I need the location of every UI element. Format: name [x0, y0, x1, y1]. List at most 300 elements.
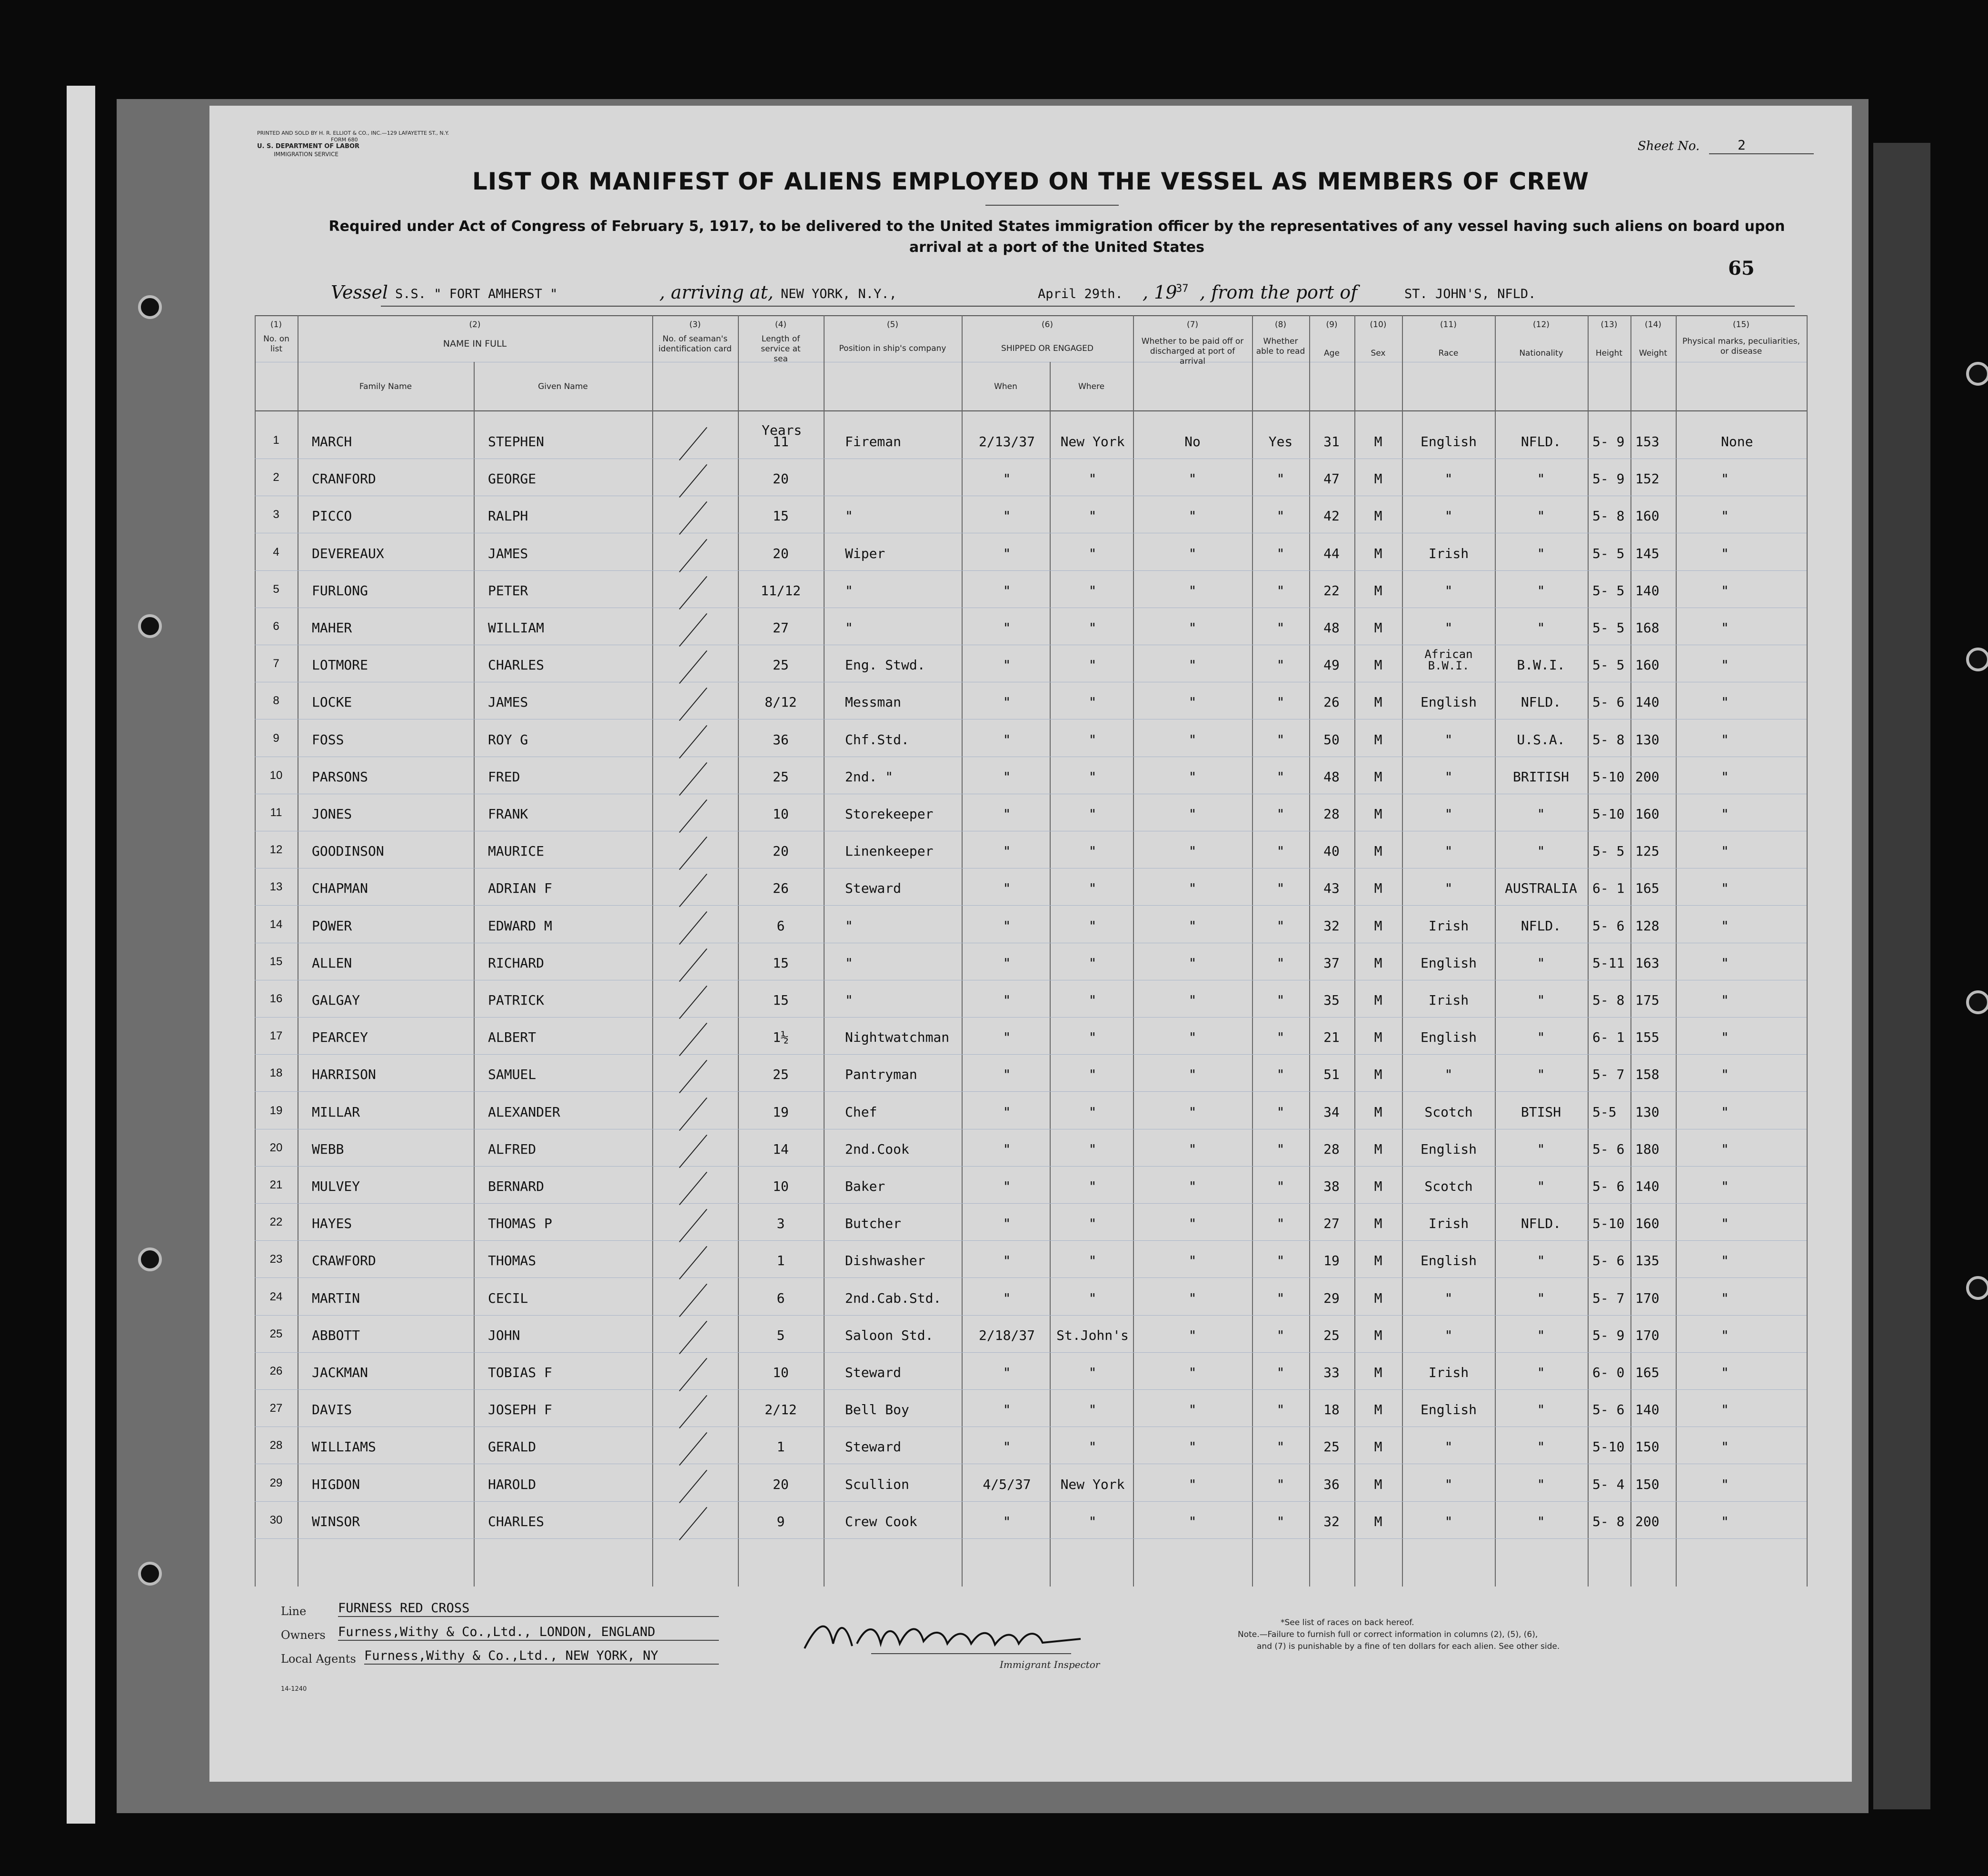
row-14-n: 14	[269, 918, 283, 931]
row-22-race: Irish	[1428, 1216, 1469, 1232]
row-14-wt: 128	[1635, 918, 1660, 934]
row-19-ht: 5-5	[1592, 1104, 1617, 1120]
row-28-when: "	[1003, 1439, 1011, 1455]
row-29-pos: Scullion	[845, 1476, 909, 1492]
row-25-pos: Saloon Std.	[845, 1327, 934, 1343]
row-24-n: 24	[269, 1290, 283, 1303]
row-3-svc: 15	[773, 508, 789, 524]
row-19-age: 34	[1323, 1104, 1340, 1120]
row-23-read: "	[1276, 1253, 1285, 1269]
row-22-svc: 3	[776, 1216, 785, 1232]
row-11-marks: "	[1721, 806, 1729, 822]
row-12-paid: "	[1188, 843, 1197, 859]
row-7-sex: M	[1374, 657, 1382, 673]
agents-value: Furness,Withy & Co.,Ltd., NEW YORK, NY	[364, 1648, 658, 1663]
row-4-sex: M	[1374, 545, 1382, 561]
row-19-paid: "	[1188, 1104, 1197, 1120]
id-card-checkmark	[679, 1469, 707, 1503]
col9-header: Age	[1324, 349, 1340, 358]
row-8-ht: 5- 6	[1592, 694, 1625, 710]
row-19-n: 19	[269, 1104, 283, 1117]
row-18-paid: "	[1188, 1067, 1197, 1083]
id-card-checkmark	[679, 986, 707, 1019]
from-port: ST. JOHN'S, NFLD.	[1404, 287, 1536, 301]
signature-line	[871, 1653, 1071, 1654]
row-26-n: 26	[269, 1365, 283, 1377]
row-8-marks: "	[1721, 694, 1729, 710]
row-20-marks: "	[1721, 1141, 1729, 1157]
row-2-when: "	[1003, 471, 1011, 487]
col4-number: (4)	[775, 320, 787, 329]
row-15-wt: 163	[1635, 955, 1660, 971]
row-15-family: ALLEN	[312, 955, 352, 971]
binder-hole	[1966, 648, 1988, 671]
row-3-age: 42	[1323, 508, 1340, 524]
row-25-race: "	[1444, 1327, 1453, 1343]
row-20-where: "	[1088, 1141, 1097, 1157]
row-26-paid: "	[1188, 1365, 1197, 1380]
row-7-marks: "	[1721, 657, 1729, 673]
row-9-pos: Chf.Std.	[845, 731, 909, 748]
col10-number: (10)	[1370, 320, 1387, 329]
col2-header: NAME IN FULL	[443, 339, 507, 349]
row-20-family: WEBB	[312, 1141, 344, 1157]
row-12-sex: M	[1374, 843, 1382, 859]
row-20-wt: 180	[1635, 1141, 1660, 1157]
row-25-when: 2/18/37	[978, 1327, 1035, 1343]
row-18-race: "	[1444, 1067, 1453, 1083]
row-1-age: 31	[1323, 434, 1340, 449]
row-16-where: "	[1088, 992, 1097, 1008]
row-10-age: 48	[1323, 768, 1340, 785]
row-14-when: "	[1003, 918, 1011, 934]
row-29-where: New York	[1060, 1476, 1125, 1492]
row-3-wt: 160	[1635, 508, 1660, 524]
col5-header: Position in ship's company	[839, 344, 946, 353]
line-underline	[338, 1616, 719, 1617]
row-19-wt: 130	[1635, 1104, 1660, 1120]
row-28-where: "	[1088, 1439, 1097, 1455]
row-22-wt: 160	[1635, 1216, 1660, 1232]
row-17-n: 17	[269, 1029, 283, 1043]
row-16-age: 35	[1323, 992, 1340, 1008]
row-9-race: "	[1444, 731, 1453, 748]
row-13-family: CHAPMAN	[312, 880, 368, 897]
row-26-read: "	[1276, 1365, 1285, 1380]
row-17-svc: 1½	[773, 1029, 789, 1046]
row-6-given: WILLIAM	[488, 620, 545, 636]
row-6-n: 6	[273, 620, 279, 633]
row-10-read: "	[1276, 768, 1285, 785]
row-13-race: "	[1444, 880, 1453, 897]
row-26-race: Irish	[1428, 1365, 1469, 1380]
row-5-race: "	[1444, 582, 1453, 599]
col13-number: (13)	[1600, 320, 1618, 329]
row-14-svc: 6	[776, 918, 785, 934]
row-27-svc: 2/12	[765, 1402, 797, 1418]
row-21-when: "	[1003, 1178, 1011, 1194]
title-rule	[985, 205, 1119, 206]
row-18-n: 18	[269, 1067, 283, 1080]
row-23-family: CRAWFORD	[312, 1253, 376, 1269]
row-8-svc: 8/12	[765, 694, 797, 710]
id-card-checkmark	[679, 539, 707, 572]
row-25-sex: M	[1374, 1327, 1382, 1343]
row-2-n: 2	[273, 471, 279, 484]
row-17-sex: M	[1374, 1029, 1382, 1046]
row-18-sex: M	[1374, 1067, 1382, 1083]
row-7-when: "	[1003, 657, 1011, 673]
row-2-age: 47	[1323, 471, 1340, 487]
row-26-pos: Steward	[845, 1365, 902, 1380]
row-29-read: "	[1276, 1476, 1285, 1492]
row-8-family: LOCKE	[312, 694, 352, 710]
row-6-svc: 27	[773, 620, 789, 636]
row-10-wt: 200	[1635, 768, 1660, 785]
form-number: FORM 680	[331, 137, 358, 143]
row-21-family: MULVEY	[312, 1178, 360, 1194]
row-18-wt: 158	[1635, 1067, 1660, 1083]
printer-line: PRINTED AND SOLD BY H. R. ELLIOT & CO., INC.—129 LAFAYETTE ST., N.Y.	[257, 130, 449, 136]
row-11-wt: 160	[1635, 806, 1660, 822]
row-14-nat: NFLD.	[1521, 918, 1561, 934]
row-17-ht: 6- 1	[1592, 1029, 1625, 1046]
row-14-read: "	[1276, 918, 1285, 934]
row-17-family: PEARCEY	[312, 1029, 368, 1046]
row-25-paid: "	[1188, 1327, 1197, 1343]
row-12-given: MAURICE	[488, 843, 545, 859]
id-card-checkmark	[679, 576, 707, 609]
row-25-read: "	[1276, 1327, 1285, 1343]
row-15-n: 15	[269, 955, 283, 968]
row-17-marks: "	[1721, 1029, 1729, 1046]
row-27-age: 18	[1323, 1402, 1340, 1418]
row-24-read: "	[1276, 1290, 1285, 1306]
row-12-marks: "	[1721, 843, 1729, 859]
row-21-nat: "	[1537, 1178, 1545, 1194]
row-2-where: "	[1088, 471, 1097, 487]
row-30-ht: 5- 8	[1592, 1513, 1625, 1529]
row-21-ht: 5- 6	[1592, 1178, 1625, 1194]
row-1-sex: M	[1374, 434, 1382, 449]
row-8-given: JAMES	[488, 694, 528, 710]
row-5-svc: 11/12	[760, 582, 801, 599]
row-28-race: "	[1444, 1439, 1453, 1455]
row-24-nat: "	[1537, 1290, 1545, 1306]
col15-header: Physical marks, peculiarities, or disease	[1682, 337, 1800, 356]
row-5-n: 5	[273, 582, 279, 596]
row-11-given: FRANK	[488, 806, 528, 822]
row-19-nat: BTISH	[1521, 1104, 1561, 1120]
row-14-family: POWER	[312, 918, 352, 934]
row-11-svc: 10	[773, 806, 789, 822]
row-10-sex: M	[1374, 768, 1382, 785]
row-4-when: "	[1003, 545, 1011, 561]
row-11-ht: 5-10	[1592, 806, 1625, 822]
row-9-where: "	[1088, 731, 1097, 748]
row-19-sex: M	[1374, 1104, 1382, 1120]
row-2-given: GEORGE	[488, 471, 537, 487]
row-20-ht: 5- 6	[1592, 1141, 1625, 1157]
row-27-where: "	[1088, 1402, 1097, 1418]
row-24-ht: 5- 7	[1592, 1290, 1625, 1306]
row-16-nat: "	[1537, 992, 1545, 1008]
row-21-pos: Baker	[845, 1178, 885, 1194]
col13-header: Height	[1595, 349, 1623, 358]
row-28-age: 25	[1323, 1439, 1340, 1455]
row-7-pos: Eng. Stwd.	[845, 657, 925, 673]
row-18-read: "	[1276, 1067, 1285, 1083]
row-9-when: "	[1003, 731, 1011, 748]
row-1-race: English	[1420, 434, 1477, 449]
row-2-nat: "	[1537, 471, 1545, 487]
right-shadow	[1873, 143, 1930, 1809]
row-20-age: 28	[1323, 1141, 1340, 1157]
row-25-nat: "	[1537, 1327, 1545, 1343]
row-3-when: "	[1003, 508, 1011, 524]
row-20-n: 20	[269, 1141, 283, 1154]
id-card-checkmark	[679, 427, 707, 460]
row-7-family: LOTMORE	[312, 657, 368, 673]
row-11-paid: "	[1188, 806, 1197, 822]
row-29-paid: "	[1188, 1476, 1197, 1492]
id-card-checkmark	[679, 1209, 707, 1242]
stamped-number: 65	[1728, 257, 1755, 279]
col3-number: (3)	[689, 320, 701, 329]
row-18-svc: 25	[773, 1067, 789, 1083]
row-7-nat: B.W.I.	[1517, 657, 1565, 673]
row-11-n: 11	[270, 806, 282, 819]
row-28-read: "	[1276, 1439, 1285, 1455]
row-3-n: 3	[273, 508, 279, 521]
row-2-wt: 152	[1635, 471, 1660, 487]
row-13-age: 43	[1323, 880, 1340, 897]
row-27-marks: "	[1721, 1402, 1729, 1418]
row-14-sex: M	[1374, 918, 1382, 934]
row-8-race: English	[1420, 694, 1477, 710]
row-10-paid: "	[1188, 768, 1197, 785]
row-1-pos: Fireman	[845, 434, 902, 449]
row-6-sex: M	[1374, 620, 1382, 636]
arrival-date: April 29th.	[1038, 287, 1123, 301]
row-14-marks: "	[1721, 918, 1729, 934]
row-4-family: DEVEREAUX	[312, 545, 384, 561]
row-6-ht: 5- 5	[1592, 620, 1625, 636]
row-12-race: "	[1444, 843, 1453, 859]
row-28-wt: 150	[1635, 1439, 1660, 1455]
row-22-paid: "	[1188, 1216, 1197, 1232]
row-10-where: "	[1088, 768, 1097, 785]
row-22-sex: M	[1374, 1216, 1382, 1232]
row-22-nat: NFLD.	[1521, 1216, 1561, 1232]
row-1-family: MARCH	[312, 434, 352, 449]
id-card-checkmark	[679, 501, 707, 535]
id-card-checkmark	[679, 688, 707, 721]
row-10-nat: BRITISH	[1512, 768, 1570, 785]
row-24-when: "	[1003, 1290, 1011, 1306]
row-27-pos: Bell Boy	[845, 1402, 909, 1418]
sheet-label: Sheet No.	[1638, 139, 1700, 153]
row-1-wt: 153	[1635, 434, 1660, 449]
row-25-n: 25	[269, 1327, 283, 1340]
row-14-paid: "	[1188, 918, 1197, 934]
col6-when: When	[994, 382, 1017, 391]
row-8-n: 8	[273, 694, 279, 708]
row-20-paid: "	[1188, 1141, 1197, 1157]
row-22-given: THOMAS P	[488, 1216, 552, 1232]
id-card-checkmark	[679, 1358, 707, 1391]
row-24-race: "	[1444, 1290, 1453, 1306]
row-27-paid: "	[1188, 1402, 1197, 1418]
row-26-where: "	[1088, 1365, 1097, 1380]
row-12-svc: 20	[773, 843, 789, 859]
row-1-svc: 11	[773, 434, 789, 449]
row-7-n: 7	[273, 657, 279, 670]
col7-header: Whether to be paid off or discharged at port of arrival	[1141, 337, 1244, 366]
row-1-marks: None	[1721, 434, 1753, 449]
col10-header: Sex	[1371, 349, 1386, 358]
row-16-svc: 15	[773, 992, 789, 1008]
row-4-paid: "	[1188, 545, 1197, 561]
col3-header: No. of seaman's identification card	[658, 334, 732, 354]
row-25-svc: 5	[776, 1327, 785, 1343]
col4-header: Length of service at sea	[761, 334, 801, 364]
row-3-paid: "	[1188, 508, 1197, 524]
row-16-sex: M	[1374, 992, 1382, 1008]
row-3-given: RALPH	[488, 508, 528, 524]
row-3-sex: M	[1374, 508, 1382, 524]
row-9-given: ROY G	[488, 731, 528, 748]
row-29-svc: 20	[773, 1476, 789, 1492]
row-27-ht: 5- 6	[1592, 1402, 1625, 1418]
row-20-when: "	[1003, 1141, 1011, 1157]
row-25-age: 25	[1323, 1327, 1340, 1343]
row-10-ht: 5-10	[1592, 768, 1625, 785]
row-10-when: "	[1003, 768, 1011, 785]
col8-number: (8)	[1274, 320, 1287, 329]
id-card-checkmark	[679, 725, 707, 758]
row-23-pos: Dishwasher	[845, 1253, 925, 1269]
row-6-pos: "	[845, 620, 853, 636]
row-15-sex: M	[1374, 955, 1382, 971]
row-12-family: GOODINSON	[312, 843, 384, 859]
row-5-sex: M	[1374, 582, 1382, 599]
row-11-pos: Storekeeper	[845, 806, 934, 822]
row-10-n: 10	[269, 768, 283, 782]
row-11-read: "	[1276, 806, 1285, 822]
row-18-given: SAMUEL	[488, 1067, 537, 1083]
row-29-sex: M	[1374, 1476, 1382, 1492]
row-17-age: 21	[1323, 1029, 1340, 1046]
id-card-checkmark	[679, 1246, 707, 1279]
id-card-checkmark	[679, 762, 707, 796]
row-6-wt: 168	[1635, 620, 1660, 636]
row-2-svc: 20	[773, 471, 789, 487]
row-22-age: 27	[1323, 1216, 1340, 1232]
row-5-family: FURLONG	[312, 582, 368, 599]
row-16-ht: 5- 8	[1592, 992, 1625, 1008]
row-13-n: 13	[269, 880, 283, 894]
row-16-wt: 175	[1635, 992, 1660, 1008]
row-26-given: TOBIAS F	[488, 1365, 552, 1380]
row-30-pos: Crew Cook	[845, 1513, 917, 1529]
row-13-wt: 165	[1635, 880, 1660, 897]
row-12-nat: "	[1537, 843, 1545, 859]
row-8-read: "	[1276, 694, 1285, 710]
id-card-checkmark	[679, 1023, 707, 1056]
vessel-underline	[381, 306, 1795, 307]
form-code: 14-1240	[281, 1686, 307, 1693]
row-9-marks: "	[1721, 731, 1729, 748]
row-3-nat: "	[1537, 508, 1545, 524]
row-14-ht: 5- 6	[1592, 918, 1625, 934]
row-30-given: CHARLES	[488, 1513, 545, 1529]
id-card-checkmark	[679, 1432, 707, 1466]
row-4-marks: "	[1721, 545, 1729, 561]
row-30-svc: 9	[776, 1513, 785, 1529]
row-23-marks: "	[1721, 1253, 1729, 1269]
row-25-marks: "	[1721, 1327, 1729, 1343]
row-9-svc: 36	[773, 731, 789, 748]
row-13-when: "	[1003, 880, 1011, 897]
row-22-pos: Butcher	[845, 1216, 902, 1232]
row-5-when: "	[1003, 582, 1011, 599]
row-28-ht: 5-10	[1592, 1439, 1625, 1455]
binder-hole	[138, 1562, 162, 1586]
row-28-sex: M	[1374, 1439, 1382, 1455]
col2-number: (2)	[469, 320, 481, 329]
vessel-name: S.S. " FORT AMHERST "	[395, 287, 558, 301]
row-28-family: WILLIAMS	[312, 1439, 376, 1455]
row-21-paid: "	[1188, 1178, 1197, 1194]
row-2-sex: M	[1374, 471, 1382, 487]
row-29-given: HAROLD	[488, 1476, 537, 1492]
row-7-age: 49	[1323, 657, 1340, 673]
row-29-race: "	[1444, 1476, 1453, 1492]
col12-header: Nationality	[1519, 349, 1563, 358]
row-8-nat: NFLD.	[1521, 694, 1561, 710]
row-16-race: Irish	[1428, 992, 1469, 1008]
row-24-family: MARTIN	[312, 1290, 360, 1306]
inspector-label: Immigrant Inspector	[1000, 1659, 1100, 1670]
row-27-race: English	[1420, 1402, 1477, 1418]
owners-value: Furness,Withy & Co.,Ltd., LONDON, ENGLAND	[338, 1625, 656, 1639]
binder-hole	[1966, 362, 1988, 386]
penalty-note-2: and (7) is punishable by a fine of ten dollars for each alien. See other side.	[1257, 1642, 1560, 1651]
row-16-paid: "	[1188, 992, 1197, 1008]
col2-family: Family Name	[359, 382, 412, 391]
row-30-wt: 200	[1635, 1513, 1660, 1529]
row-27-family: DAVIS	[312, 1402, 352, 1418]
row-7-where: "	[1088, 657, 1097, 673]
row-4-read: "	[1276, 545, 1285, 561]
row-26-family: JACKMAN	[312, 1365, 368, 1380]
row-3-read: "	[1276, 508, 1285, 524]
row-26-sex: M	[1374, 1365, 1382, 1380]
row-21-given: BERNARD	[488, 1178, 545, 1194]
row-30-read: "	[1276, 1513, 1285, 1529]
id-card-checkmark	[679, 1283, 707, 1317]
row-22-n: 22	[269, 1216, 283, 1229]
row-19-race: Scotch	[1424, 1104, 1473, 1120]
sheet-number: 2	[1738, 137, 1746, 153]
row-19-family: MILLAR	[312, 1104, 360, 1120]
row-9-paid: "	[1188, 731, 1197, 748]
row-6-read: "	[1276, 620, 1285, 636]
row-30-when: "	[1003, 1513, 1011, 1529]
col7-number: (7)	[1186, 320, 1199, 329]
id-card-checkmark	[679, 911, 707, 944]
